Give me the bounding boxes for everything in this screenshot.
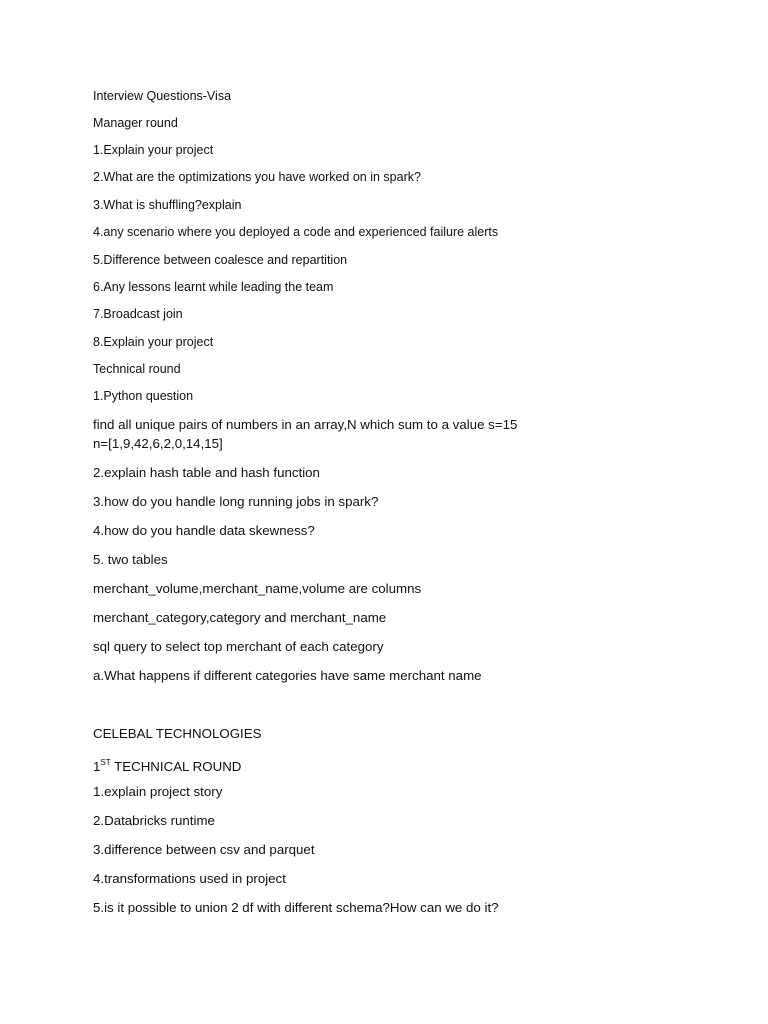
question-line: merchant_category,category and merchant_name xyxy=(93,610,387,625)
section-heading-manager-round: Manager round xyxy=(93,116,178,130)
round-number: 1 xyxy=(93,759,101,774)
question-line: 7.Broadcast join xyxy=(93,307,183,321)
question-line: 1.explain project story xyxy=(93,784,223,799)
question-line: find all unique pairs of numbers in an array,N which sum to a value s=15 xyxy=(93,417,518,432)
question-line: sql query to select top merchant of each category xyxy=(93,639,384,654)
question-line: 3.how do you handle long running jobs in spark? xyxy=(93,494,379,509)
question-line: 5.Difference between coalesce and repartition xyxy=(93,253,348,267)
question-line: a.What happens if different categories have same merchant name xyxy=(93,668,482,683)
question-line: 2.explain hash table and hash function xyxy=(93,465,320,480)
document-title: Interview Questions-Visa xyxy=(93,89,232,103)
round-superscript: ST xyxy=(100,758,111,767)
question-line: 5.is it possible to union 2 df with different schema?How can we do it? xyxy=(93,900,499,915)
question-line: 8.Explain your project xyxy=(93,335,214,349)
question-line: merchant_volume,merchant_name,volume are columns xyxy=(93,581,422,596)
question-line: 5. two tables xyxy=(93,552,168,567)
question-line: 4.how do you handle data skewness? xyxy=(93,523,315,538)
question-line: 4.any scenario where you deployed a code and experienced failure alerts xyxy=(93,225,499,239)
company-heading: CELEBAL TECHNOLOGIES xyxy=(93,726,262,741)
question-line: 1.Explain your project xyxy=(93,143,214,157)
question-line: 3.difference between csv and parquet xyxy=(93,842,315,857)
question-line: 6.Any lessons learnt while leading the team xyxy=(93,280,334,294)
question-line: 1.Python question xyxy=(93,389,194,403)
question-line: n=[1,9,42,6,2,0,14,15] xyxy=(93,436,223,451)
section-heading-technical-round: Technical round xyxy=(93,362,181,376)
question-line: 2.What are the optimizations you have worked on in spark? xyxy=(93,170,421,184)
round-heading xyxy=(93,754,241,776)
question-line: 2.Databricks runtime xyxy=(93,813,215,828)
question-line: 4.transformations used in project xyxy=(93,871,286,886)
question-line: 3.What is shuffling?explain xyxy=(93,198,242,212)
round-label: TECHNICAL ROUND xyxy=(110,759,242,774)
